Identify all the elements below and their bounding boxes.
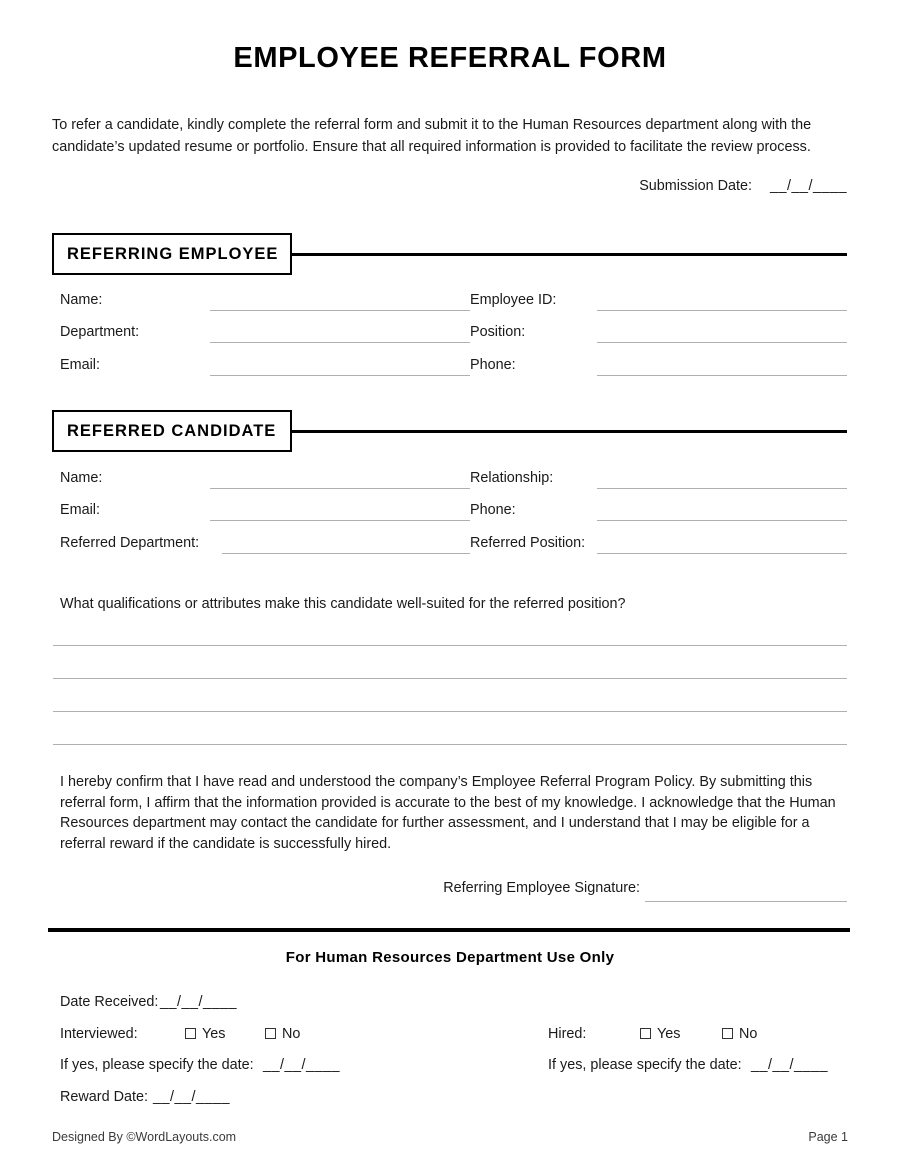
answer-line[interactable]: [53, 645, 847, 646]
field-candidate-email: [60, 500, 470, 526]
hired-date-field[interactable]: __/__/____: [751, 1057, 829, 1073]
field-row-employee-department: [52, 322, 847, 348]
interviewed-no-label: No: [282, 1026, 301, 1042]
hr-row-date-received: [60, 994, 850, 1018]
footer-designed-by: Designed By ©WordLayouts.com: [52, 1130, 237, 1144]
hr-row-reward-date: [60, 1089, 850, 1113]
reward-date-label: Reward Date:: [60, 1089, 148, 1105]
signature-row: [52, 880, 847, 906]
answer-line[interactable]: [53, 678, 847, 679]
confirmation-paragraph: I hereby confirm that I have read and understood the company’s Employee Referral Program Policy. By submitting this referral form, I affirm that the information provided is accurate to the best of my knowledge. I acknowledge that the Human Resources department may contact the candidate for further assessment, and I understand that I may be eligible for a referral reward if the candidate is successfully hired.: [60, 774, 836, 852]
section-badge: [52, 233, 292, 275]
field-row-referred-department: [52, 533, 847, 559]
section-header-referring-employee: [52, 233, 847, 275]
signature-label: Referring Employee Signature:: [443, 880, 640, 896]
field-input-line[interactable]: [597, 488, 847, 489]
hr-row-interviewed-hired: [60, 1026, 850, 1050]
field-label: Employee ID:: [470, 292, 557, 308]
field-employee-phone: [470, 355, 847, 381]
field-input-line[interactable]: [210, 342, 470, 343]
signature-input-line[interactable]: [645, 901, 847, 902]
checkbox-icon: [185, 1028, 196, 1039]
section-rule: [290, 253, 847, 256]
reward-date-field[interactable]: __/__/____: [153, 1089, 231, 1105]
field-employee-id: [470, 290, 847, 316]
footer-page-number: Page 1: [808, 1130, 848, 1144]
checkbox-icon: [265, 1028, 276, 1039]
field-candidate-relationship: [470, 468, 847, 494]
field-label: Referred Department:: [60, 535, 200, 551]
interviewed-yes-checkbox[interactable]: [185, 1026, 225, 1042]
field-input-line[interactable]: [597, 520, 847, 521]
answer-line[interactable]: [53, 744, 847, 745]
field-input-line[interactable]: [210, 488, 470, 489]
section-badge-label: REFERRED CANDIDATE: [67, 421, 277, 440]
interviewed-date-field[interactable]: __/__/____: [263, 1057, 341, 1073]
field-label: Department:: [60, 324, 140, 340]
section-badge-label: REFERRING EMPLOYEE: [67, 244, 279, 263]
date-received-field[interactable]: __/__/____: [160, 994, 238, 1010]
section-rule: [290, 430, 847, 433]
field-candidate-name: [60, 468, 470, 494]
hired-yes-checkbox[interactable]: [640, 1026, 680, 1042]
field-employee-position: [470, 322, 847, 348]
interviewed-no-checkbox[interactable]: [265, 1026, 300, 1042]
answer-line[interactable]: [53, 711, 847, 712]
field-label: Email:: [60, 357, 100, 373]
field-label: Phone:: [470, 502, 516, 518]
field-candidate-phone: [470, 500, 847, 526]
hired-label: Hired:: [548, 1026, 587, 1042]
hired-no-label: No: [739, 1026, 758, 1042]
page-title: EMPLOYEE REFERRAL FORM: [233, 42, 667, 74]
field-employee-email: [60, 355, 470, 381]
hr-row-specify-dates: [60, 1057, 850, 1081]
interviewed-label: Interviewed:: [60, 1026, 138, 1042]
submission-date-label: Submission Date:: [639, 178, 752, 194]
hired-no-checkbox[interactable]: [722, 1026, 757, 1042]
intro-paragraph: To refer a candidate, kindly complete the referral form and submit it to the Human Resources department along with the candidate’s updated resume or portfolio. Ensure that all required information is provided to facilitate the review process.: [52, 117, 812, 155]
field-input-line[interactable]: [222, 553, 470, 554]
field-label: Relationship:: [470, 470, 554, 486]
hr-section-title: For Human Resources Department Use Only: [285, 949, 615, 966]
field-input-line[interactable]: [210, 520, 470, 521]
field-row-employee-name: [52, 290, 847, 316]
field-referred-position: [470, 533, 847, 559]
field-label: Phone:: [470, 357, 516, 373]
field-input-line[interactable]: [597, 553, 847, 554]
hired-yes-label: Yes: [657, 1026, 681, 1042]
field-input-line[interactable]: [597, 342, 847, 343]
checkbox-icon: [640, 1028, 651, 1039]
field-label: Name:: [60, 470, 103, 486]
field-employee-name: [60, 290, 470, 316]
section-header-referred-candidate: [52, 410, 847, 452]
hr-section-divider: [48, 928, 850, 932]
interviewed-date-label: If yes, please specify the date:: [60, 1057, 254, 1073]
field-row-employee-email: [52, 355, 847, 381]
field-row-candidate-name: [52, 468, 847, 494]
checkbox-icon: [722, 1028, 733, 1039]
date-received-label: Date Received:: [60, 994, 159, 1010]
field-label: Position:: [470, 324, 526, 340]
field-label: Email:: [60, 502, 100, 518]
section-badge: [52, 410, 292, 452]
field-input-line[interactable]: [210, 375, 470, 376]
field-row-candidate-email: [52, 500, 847, 526]
interviewed-yes-label: Yes: [202, 1026, 226, 1042]
field-input-line[interactable]: [210, 310, 470, 311]
hired-date-label: If yes, please specify the date:: [548, 1057, 742, 1073]
field-employee-department: [60, 322, 470, 348]
field-label: Referred Position:: [470, 535, 586, 551]
submission-date-field[interactable]: __/__/____: [769, 178, 847, 194]
field-input-line[interactable]: [597, 375, 847, 376]
field-label: Name:: [60, 292, 103, 308]
submission-date-row: [52, 178, 847, 194]
qualifications-question: What qualifications or attributes make this candidate well-suited for the referred position?: [60, 596, 626, 612]
field-referred-department: [60, 533, 470, 559]
field-input-line[interactable]: [597, 310, 847, 311]
